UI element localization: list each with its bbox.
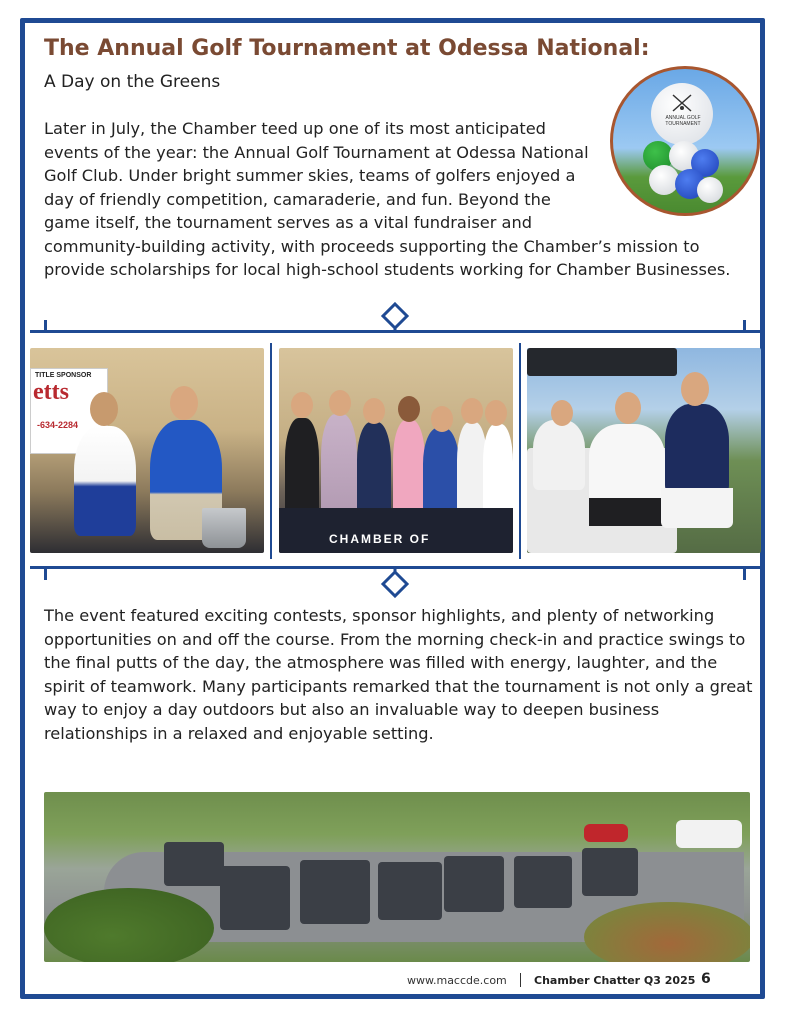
group-person <box>357 422 391 518</box>
event-paragraph: The event featured exciting contests, sponsor highlights, and plenty of networking opportunities on and off the course. From the morning check-in and practice swings to the final putts of the day, the atmosphere was filled with energy, laughter, and the spirit of teamwork. Many participants remarked that the tournament is not only a great way to enjoy a day outdoors but also an invaluable way to deepen business relationships in a relaxed and enjoyable setting. <box>44 606 753 743</box>
golf-cart <box>220 866 290 930</box>
cart-roof <box>527 348 677 376</box>
tree-foliage-right <box>584 902 750 962</box>
photo-sponsor-table <box>30 348 264 553</box>
footer-publication: Chamber Chatter Q3 2025 <box>534 974 696 987</box>
cart-passenger-head <box>551 400 573 426</box>
cart-passenger <box>533 420 585 490</box>
man-head <box>170 386 198 420</box>
golf-cart <box>378 862 442 920</box>
footer-url: www.maccde.com <box>407 974 507 987</box>
group-person <box>321 414 357 518</box>
group-person <box>483 424 513 518</box>
woman-navy-top <box>665 404 729 494</box>
chamber-table-banner <box>279 508 513 553</box>
golf-cart <box>582 848 638 896</box>
woman-navy-skirt <box>74 426 136 536</box>
cart-driver-shorts <box>589 498 665 526</box>
footer-separator <box>520 973 521 987</box>
parked-van <box>676 820 742 848</box>
table-banner-text: CHAMBER OF <box>329 532 431 546</box>
golf-cart <box>444 856 504 912</box>
group-person-head <box>329 390 351 416</box>
photo-separator-2 <box>519 343 521 559</box>
sponsor-sign-line3: -634-2284 <box>37 420 79 430</box>
balloon-text: ANNUAL GOLF TOURNAMENT <box>665 115 701 127</box>
parked-car <box>584 824 628 842</box>
woman-navy-head <box>681 372 709 406</box>
woman-head <box>90 392 118 426</box>
photo-separator-1 <box>270 343 272 559</box>
article-title: The Annual Golf Tournament at Odessa National: <box>44 36 650 61</box>
cart-driver <box>589 424 665 504</box>
group-person-head <box>461 398 483 424</box>
tree-foliage <box>44 888 214 962</box>
group-person <box>423 428 459 518</box>
sponsor-sign-line2: etts <box>33 379 69 405</box>
group-person <box>285 418 319 518</box>
golf-cart <box>300 860 370 924</box>
group-person-head <box>398 396 420 422</box>
balloon-photo <box>610 66 760 216</box>
golf-clubs-icon <box>669 93 695 113</box>
sponsor-sign-line1: TITLE SPONSOR <box>35 372 92 379</box>
article-subtitle: A Day on the Greens <box>44 72 221 92</box>
golf-cart <box>164 842 224 886</box>
photo-golf-cart <box>527 348 761 553</box>
bottom-divider <box>30 562 760 602</box>
intro-paragraph-text: Later in July, the Chamber teed up one of its most anticipated events of the year: the Annual Golf Tournament at Odessa National Golf Club. Under bright summer skies, teams of golfers enjoyed a day of friendly competition, camaraderie, and fun. Beyond the game itself, the tournament serves as a vital fundraiser and community-building activity, with proceeds supporting the Chamber’s mission to provide scholarships for local high-school students working for Chamber Businesses. <box>44 119 731 279</box>
cart-driver-head <box>615 392 641 424</box>
group-person-head <box>485 400 507 426</box>
golf-cart <box>514 856 572 908</box>
group-person-head <box>291 392 313 418</box>
balloon-white-3 <box>697 177 723 203</box>
page-number: 6 <box>701 971 711 987</box>
group-person <box>393 420 425 518</box>
photo-golf-carts-lineup <box>44 792 750 962</box>
group-person-head <box>431 406 453 432</box>
group-person-head <box>363 398 385 424</box>
woman-white-skirt <box>661 488 733 528</box>
photo-group-chamber-table <box>279 348 513 553</box>
top-divider <box>30 302 760 338</box>
ice-bucket <box>202 508 246 548</box>
